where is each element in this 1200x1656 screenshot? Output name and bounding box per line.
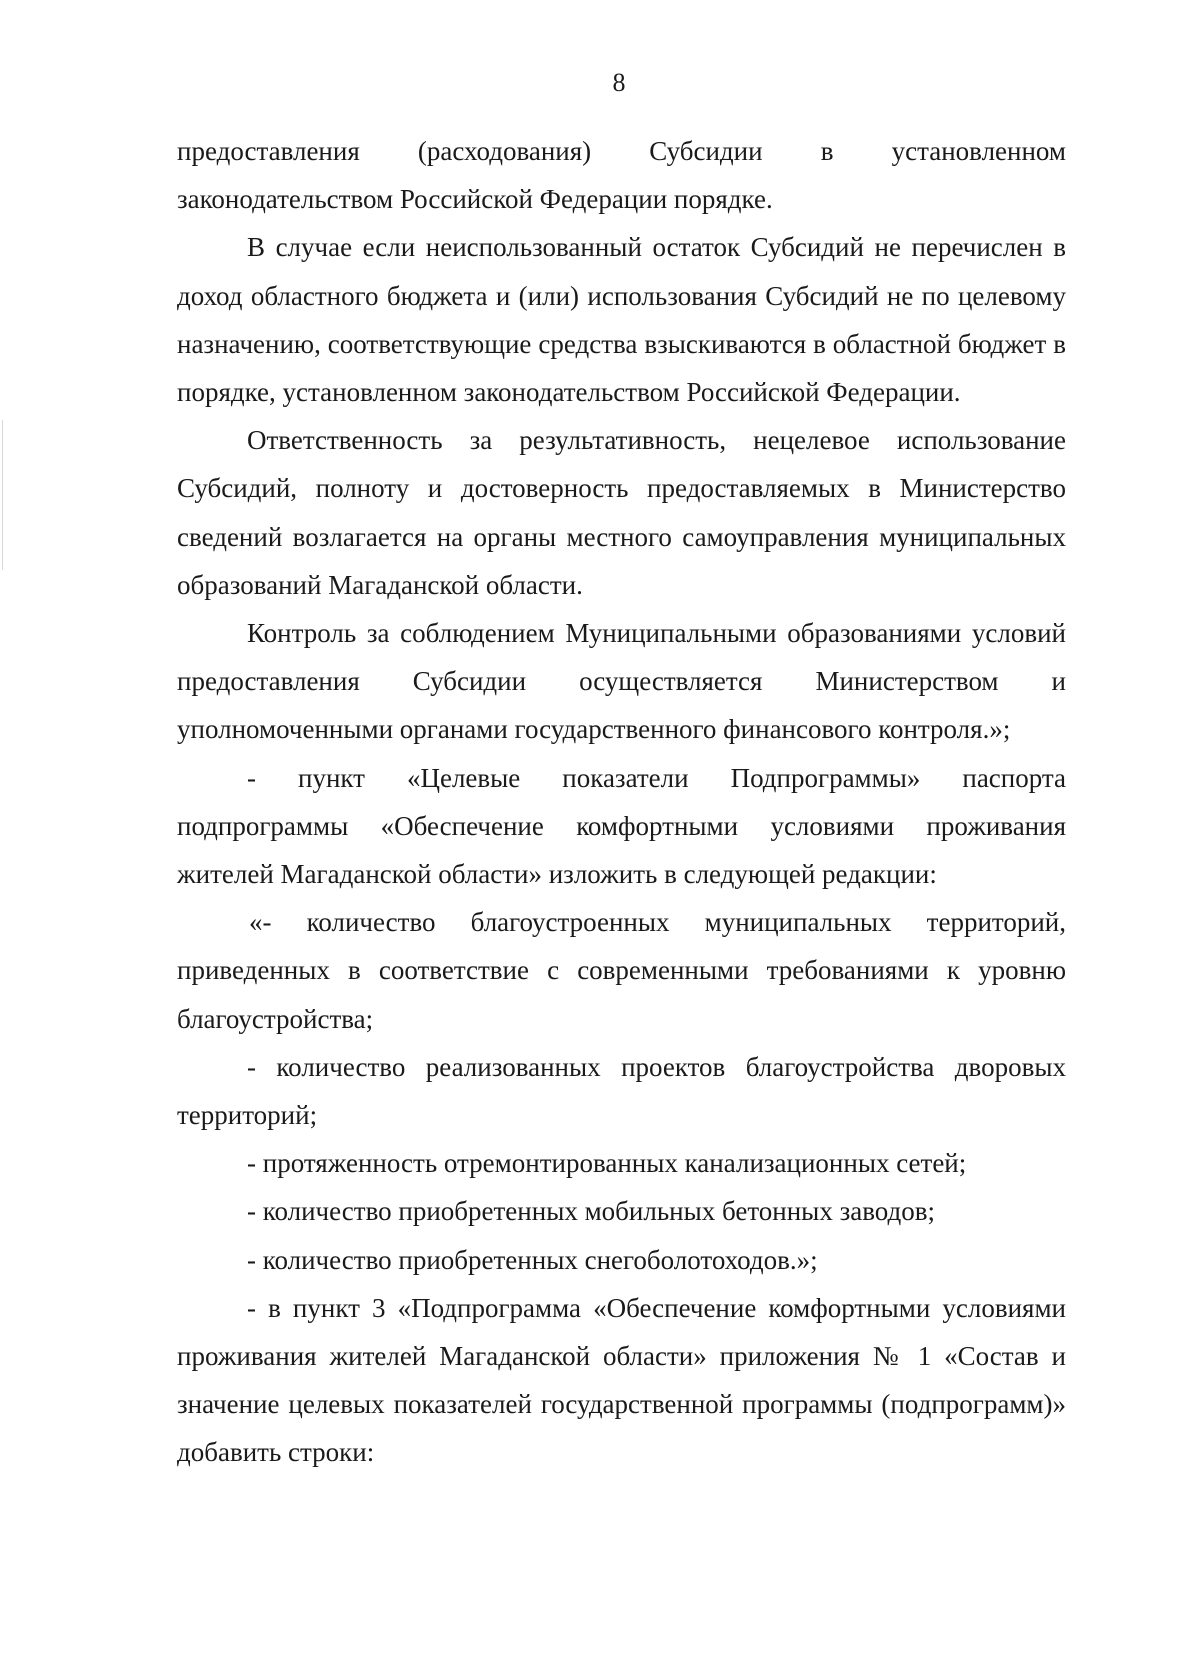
list-item-concrete-plants: - количество приобретенных мобильных бетонных заводов; [247, 1196, 935, 1227]
document-body [177, 127, 1066, 1477]
page-number: 8 [612, 68, 626, 97]
paragraph-responsibility: Ответственность за результативность, нецелевое использование Субсидий, полноту и достоверность предоставляемых в Министерство сведений возлагается на органы местного самоуправления муниципальных образований Магаданской области. [177, 425, 1066, 600]
list-item-swamp-vehicles: - количество приобретенных снегоболотоходов.»; [247, 1244, 818, 1275]
paragraph-control: Контроль за соблюдением Муниципальными образованиями условий предоставления Субсидии осуществляется Министерством и уполномоченными органами государственного финансового контроля.»; [177, 618, 1066, 745]
list-item-yard-projects: - количество реализованных проектов благоустройства дворовых территорий; [177, 1051, 1066, 1131]
paragraph-add-rows: - в пункт 3 «Подпрограмма «Обеспечение комфортными условиями проживания жителей Магаданской области» приложения № 1 «Состав и значение целевых показателей государственной программы (подпрограмм)» добавить строки: [177, 1292, 1066, 1468]
list-item-territories: «- количество благоустроенных муниципальных территорий, приведенных в соответствие с современными требованиями к уровню благоустройства; [177, 907, 1066, 1034]
scan-edge-mark [2, 420, 3, 570]
list-item-sewer-networks: - протяженность отремонтированных канализационных сетей; [247, 1148, 967, 1179]
paragraph-continuation: предоставления (расходования) Субсидии в установленном законодательством Российской Федерации порядке. [177, 136, 1066, 215]
paragraph-unused-balance: В случае если неиспользованный остаток Субсидий не перечислен в доход областного бюджета и (или) использования Субсидий не по целевому назначению, соответствующие средства взыскиваются в областной бюджет в порядке, установленном законодательством Российской Федерации. [177, 232, 1066, 408]
paragraph-target-indicators: - пункт «Целевые показатели Подпрограммы» паспорта подпрограммы «Обеспечение комфортными условиями проживания жителей Магаданской области» изложить в следующей редакции: [177, 762, 1066, 890]
